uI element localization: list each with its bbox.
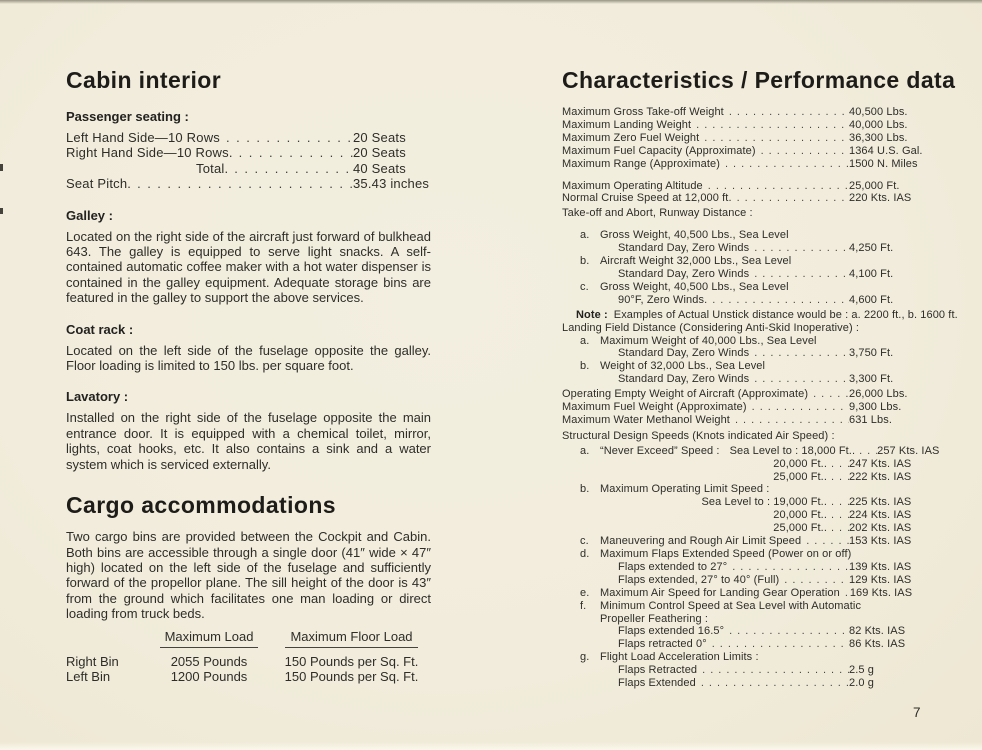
bin-max-load: 2055 Pounds — [170, 653, 248, 669]
page-number: 7 — [913, 705, 921, 720]
seating-label: Total. — [196, 160, 229, 176]
scan-artifact — [0, 208, 3, 214]
spec-value: 202 Kts. IAS — [849, 522, 912, 535]
spec-row — [562, 294, 931, 307]
spec-mid-label: 25,000 Ft.. — [773, 470, 827, 483]
spec-value: 247 Kts. IAS — [849, 457, 912, 470]
cargo-table-row — [66, 669, 431, 684]
spec-row — [562, 158, 931, 171]
leader-dots — [827, 522, 849, 535]
spec-label: Standard Day, Zero Winds — [618, 347, 750, 360]
spec-spacer — [562, 458, 773, 471]
spec-item-letter: b. — [580, 360, 590, 373]
leader-dots — [697, 664, 849, 677]
spec-label: Flaps extended, 27° to 40° (Full) — [618, 573, 780, 586]
spec-row — [562, 255, 931, 268]
cabin-interior-title: Cabin interior — [66, 67, 222, 93]
spec-label: Gross Weight, 40,500 Lbs., Sea Level — [600, 229, 789, 242]
spec-row — [562, 373, 931, 386]
spec-value: 220 Kts. IAS — [849, 192, 912, 205]
spec-row — [562, 322, 931, 335]
spec-value: 4,250 Ft. — [849, 242, 894, 255]
leader-dots — [228, 161, 353, 176]
spec-spacer — [720, 445, 730, 458]
leader-dots — [220, 130, 353, 145]
spec-value: 4,600 Ft. — [849, 293, 894, 306]
coat-rack-heading: Coat rack : — [66, 321, 134, 337]
spec-row — [562, 229, 931, 242]
leader-dots — [779, 574, 849, 587]
spec-value: 36,300 Lbs. — [849, 131, 908, 144]
spec-value: 3,300 Ft. — [849, 373, 894, 386]
spec-spacer — [562, 509, 773, 522]
cargo-table-row — [66, 654, 431, 669]
spec-row — [562, 458, 931, 471]
spec-label: Maximum Air Speed for Landing Gear Operation — [600, 586, 840, 599]
leader-dots — [730, 414, 849, 427]
leader-dots — [808, 388, 849, 401]
spec-spacer — [562, 522, 773, 535]
spec-row — [562, 132, 931, 145]
leader-dots — [747, 401, 849, 414]
spec-item-letter: g. — [580, 651, 590, 664]
spec-label: Maximum Fuel Capacity (Approximate) — [562, 144, 756, 157]
leader-dots — [131, 176, 353, 191]
spec-row — [562, 145, 931, 158]
spec-value: 222 Kts. IAS — [849, 470, 912, 483]
spec-spacer — [562, 471, 773, 484]
spec-value: 1500 N. Miles — [849, 157, 918, 170]
seating-row — [66, 145, 431, 160]
spec-value: 139 Kts. IAS — [849, 560, 912, 573]
spec-row — [562, 180, 931, 193]
spec-item-letter: c. — [580, 535, 589, 548]
leader-dots — [691, 119, 849, 132]
bin-name: Left Bin — [66, 669, 111, 685]
spec-row — [562, 509, 931, 522]
spec-value: 153 Kts. IAS — [849, 535, 912, 548]
spec-row — [562, 535, 931, 548]
spec-label: Flaps extended 16.5° — [618, 625, 725, 638]
cargo-table-header-floor-load: Maximum Floor Load — [285, 629, 417, 648]
spec-label: Weight of 32,000 Lbs., Sea Level — [600, 360, 766, 373]
spec-label: Minimum Control Speed at Sea Level with Automatic — [600, 599, 862, 612]
spec-value: 169 Kts. IAS — [849, 586, 913, 599]
leader-dots — [732, 192, 849, 205]
spec-row — [562, 268, 931, 281]
cargo-table-header-spacer — [66, 629, 146, 648]
performance-column — [562, 0, 958, 690]
spec-label: Flaps extended to 27° — [618, 560, 728, 573]
spec-row — [562, 242, 931, 255]
seating-row — [66, 161, 431, 176]
spec-item-letter: d. — [580, 548, 590, 560]
spec-mid-label: Sea Level to : 18,000 Ft.. — [729, 444, 856, 457]
seating-value: 35.43 inches — [353, 176, 430, 192]
spec-row — [562, 414, 931, 427]
leader-dots — [749, 268, 849, 281]
spec-label: Flaps retracted 0° — [618, 638, 707, 651]
leader-dots — [827, 471, 849, 484]
leader-dots — [724, 625, 849, 638]
seating-label: Right Hand Side—10 Rows. — [66, 145, 233, 161]
spec-row — [562, 281, 931, 294]
spec-row — [562, 401, 931, 414]
spec-value: 82 Kts. IAS — [849, 625, 906, 638]
spec-row — [562, 347, 931, 360]
spec-label: Gross Weight, 40,500 Lbs., Sea Level — [600, 280, 789, 293]
spec-row — [562, 561, 931, 574]
leader-dots — [703, 180, 849, 193]
cargo-table-header-row — [66, 629, 431, 648]
spec-row — [562, 106, 931, 119]
spec-value: 9,300 Lbs. — [849, 401, 902, 414]
leader-dots — [840, 587, 850, 600]
leader-dots — [801, 535, 849, 548]
spec-mid-label: Sea Level to : 19,000 Ft.. — [701, 496, 827, 509]
spec-label: Flaps Retracted — [618, 664, 698, 677]
spec-row — [562, 613, 931, 626]
spec-value: 631 Lbs. — [849, 413, 893, 426]
spec-item-letter: f. — [580, 599, 587, 612]
spec-value: 40,000 Lbs. — [849, 118, 908, 131]
bin-floor-load: 150 Pounds per Sq. Ft. — [284, 653, 419, 669]
spec-row — [562, 664, 931, 677]
spec-row — [562, 388, 931, 401]
spec-item-letter: b. — [580, 255, 590, 268]
galley-heading: Galley : — [66, 207, 113, 223]
seating-list — [66, 130, 431, 192]
leader-dots — [749, 347, 849, 360]
seating-value: 20 Seats — [353, 145, 406, 161]
spec-value: 129 Kts. IAS — [849, 573, 912, 586]
seating-label: Left Hand Side—10 Rows — [66, 130, 220, 145]
spec-value: 1364 U.S. Gal. — [849, 144, 923, 157]
seating-row — [66, 176, 431, 191]
spec-row — [562, 471, 931, 484]
spec-row — [562, 638, 931, 651]
cargo-paragraph: Two cargo bins are provided between the Cockpit and Cabin. Both bins are accessible through a single door (41″ wide × 47″ high) located on the left side of the fuselage and sufficiently forward of the propellor plane. The sill height of the door is 43″ from the ground which facilitates one man loading or direct loading from truck beds. — [66, 529, 431, 622]
spec-label: Flaps Extended — [618, 677, 696, 690]
spec-item-letter: b. — [580, 483, 590, 496]
spec-value: 25,000 Ft. — [849, 179, 900, 192]
spec-label: Maximum Landing Weight — [562, 118, 692, 131]
spec-row — [562, 430, 931, 443]
spec-label: Examples of Actual Unstick distance would be : a. 2200 ft., b. 1600 ft. — [613, 308, 958, 321]
seating-row — [66, 130, 431, 145]
leader-dots — [827, 458, 849, 471]
bin-floor-load: 150 Pounds per Sq. Ft. — [284, 669, 419, 685]
cargo-accommodations-title: Cargo accommodations — [66, 492, 336, 519]
leader-dots — [707, 638, 849, 651]
spec-value: 4,100 Ft. — [849, 267, 894, 280]
spec-item-letter: a. — [580, 229, 590, 242]
spec-value: 3,750 Ft. — [849, 347, 894, 360]
scan-edge-bottom — [0, 742, 982, 750]
leader-dots — [727, 561, 849, 574]
spec-row — [562, 522, 931, 535]
spec-label: 90°F, Zero Winds. — [618, 293, 708, 306]
spec-value: 224 Kts. IAS — [849, 509, 912, 522]
spec-row — [562, 651, 931, 664]
spec-mid-label: 20,000 Ft.. — [773, 509, 827, 522]
spec-row — [562, 308, 958, 322]
spec-label: Structural Design Speeds (Knots indicated Air Speed) : — [562, 429, 835, 442]
spec-note-label: Note : — [576, 308, 608, 321]
spec-value: 225 Kts. IAS — [849, 496, 912, 509]
scan-artifact — [0, 164, 3, 171]
bin-name: Right Bin — [66, 653, 119, 669]
leader-dots — [707, 294, 849, 307]
leader-dots — [724, 106, 849, 119]
spec-mid-label: 20,000 Ft.. — [773, 457, 827, 470]
lavatory-heading: Lavatory : — [66, 389, 129, 405]
spec-label: Operating Empty Weight of Aircraft (Approximate) — [562, 388, 809, 401]
spec-row — [562, 548, 931, 561]
spec-row — [562, 192, 931, 205]
spec-value: 26,000 Lbs. — [849, 388, 908, 401]
spec-item-letter: c. — [580, 280, 589, 293]
leader-dots — [720, 158, 849, 171]
cargo-table-header-max-load: Maximum Load — [160, 629, 259, 648]
spec-row — [562, 677, 931, 690]
spec-row — [562, 444, 940, 458]
galley-paragraph: Located on the right side of the aircraft just forward of bulkhead 643. The galley is equipped to serve light snacks. A self-contained automatic coffee maker with a hot water dispenser is contained in the galley equipment. Adequate storage bins are featured in the galley to support the above services. — [66, 228, 431, 306]
spec-row — [562, 496, 931, 509]
spec-label: Landing Field Distance (Considering Anti-Skid Inoperative) : — [562, 321, 860, 334]
spec-label: Maximum Weight of 40,000 Lbs., Sea Level — [600, 334, 817, 347]
spec-row — [562, 335, 931, 348]
leader-dots — [699, 132, 849, 145]
spec-value: 2.5 g — [849, 664, 874, 677]
cabin-column — [66, 0, 431, 685]
lavatory-paragraph: Installed on the right side of the fuselage opposite the main entrance door. It is equipped with a chemical toilet, mirror, lights, coat hooks, etc. It also contains a sink and a water system which is serviced externally. — [66, 410, 431, 472]
leader-dots — [749, 373, 849, 386]
spec-label: Normal Cruise Speed at 12,000 ft. — [562, 192, 732, 205]
spec-label: Standard Day, Zero Winds — [618, 267, 750, 280]
spec-value: 257 Kts. IAS — [877, 444, 940, 457]
spec-item-letter: e. — [580, 586, 590, 599]
performance-title: Characteristics / Performance data — [562, 67, 956, 93]
spec-label: Standard Day, Zero Winds — [618, 242, 750, 255]
seating-value: 40 Seats — [353, 160, 406, 176]
spec-row — [562, 574, 931, 587]
leader-dots — [855, 445, 877, 458]
spec-spacer — [562, 496, 701, 509]
leader-dots — [756, 145, 849, 158]
coat-rack-paragraph: Located on the left side of the fuselage opposite the galley. Floor loading is limited to 150 lbs. per square foot. — [66, 342, 431, 374]
spec-label: Maximum Operating Altitude — [562, 179, 703, 192]
spec-label: Maximum Zero Fuel Weight — [562, 131, 700, 144]
spec-label: Propeller Feathering : — [600, 612, 708, 625]
spec-item-letter: a. — [580, 444, 590, 457]
spec-row — [562, 625, 931, 638]
cargo-table — [66, 629, 431, 685]
spec-label: Maximum Range (Approximate) — [562, 157, 720, 170]
spec-label: Maximum Water Methanol Weight — [562, 413, 730, 426]
spec-label: Aircraft Weight 32,000 Lbs., Sea Level — [600, 255, 792, 268]
seating-label: Seat Pitch. — [66, 176, 132, 192]
spec-item-letter: a. — [580, 334, 590, 347]
spec-value: 2.0 g — [849, 677, 874, 690]
leader-dots — [696, 677, 849, 690]
seating-value: 20 Seats — [353, 130, 406, 145]
spec-label: Standard Day, Zero Winds — [618, 373, 750, 386]
spec-label: Maximum Operating Limit Speed : — [600, 483, 770, 496]
spec-label: Take-off and Abort, Runway Distance : — [562, 207, 753, 220]
spec-row — [562, 360, 931, 373]
leader-dots — [827, 509, 849, 522]
leader-dots — [749, 242, 849, 255]
spec-list — [562, 106, 958, 690]
spec-value: 40,500 Lbs. — [849, 106, 908, 118]
spec-label: Flight Load Acceleration Limits : — [600, 651, 759, 664]
leader-dots — [827, 496, 849, 509]
spec-row — [562, 207, 931, 220]
spec-label: Maximum Gross Take-off Weight — [562, 106, 724, 118]
spec-label: “Never Exceed” Speed : — [600, 444, 720, 457]
spec-value: 86 Kts. IAS — [849, 638, 906, 651]
spec-label: Maximum Fuel Weight (Approximate) — [562, 401, 747, 414]
bin-max-load: 1200 Pounds — [170, 669, 248, 685]
spec-row — [562, 483, 931, 496]
spec-label: Maximum Flaps Extended Speed (Power on or off) — [600, 548, 852, 560]
spec-row — [562, 600, 931, 613]
passenger-seating-heading: Passenger seating : — [66, 109, 189, 124]
leader-dots — [233, 145, 353, 160]
spec-mid-label: 25,000 Ft.. — [773, 522, 827, 535]
spec-row — [562, 587, 931, 600]
spec-row — [562, 119, 931, 132]
spec-label: Maneuvering and Rough Air Limit Speed — [600, 535, 802, 548]
